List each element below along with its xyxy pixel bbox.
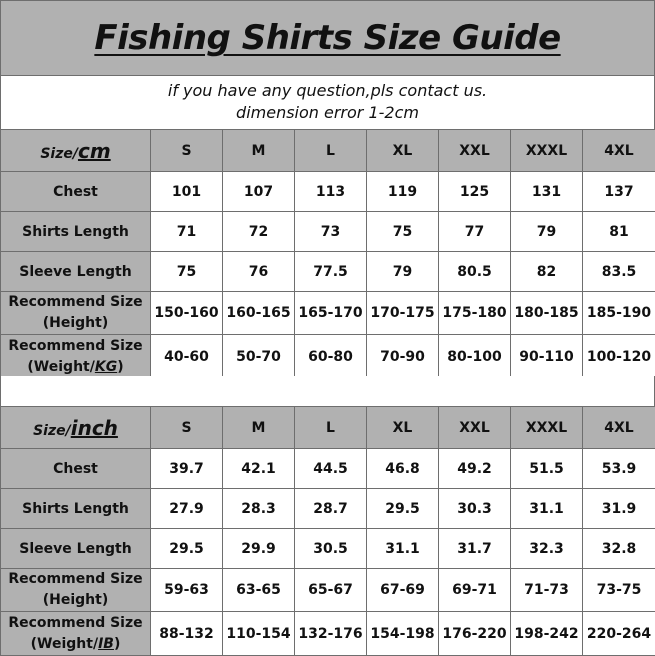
size-header: 4XL [583, 407, 655, 449]
inch-size-table [0, 406, 655, 656]
table-cell: 119 [367, 172, 439, 212]
row-label [1, 292, 151, 335]
table-cell: 51.5 [511, 449, 583, 489]
table-cell: 72 [223, 212, 295, 252]
table-cell: 176-220 [439, 612, 511, 656]
table-cell: 180-185 [511, 292, 583, 335]
table-cell: 32.3 [511, 529, 583, 569]
row-label-line2: (Height) [1, 313, 150, 334]
table-row [1, 612, 655, 656]
row-label [1, 335, 151, 379]
table-cell: 75 [367, 212, 439, 252]
table-cell: 80-100 [439, 335, 511, 379]
table-cell: 77.5 [295, 252, 367, 292]
table-cell: 76 [223, 252, 295, 292]
size-header: M [223, 407, 295, 449]
table-cell: 107 [223, 172, 295, 212]
table-cell: 90-110 [511, 335, 583, 379]
table-cell: 165-170 [295, 292, 367, 335]
table-cell: 27.9 [151, 489, 223, 529]
table-cell: 125 [439, 172, 511, 212]
weight-suffix: ) [117, 359, 123, 375]
size-header: L [295, 130, 367, 172]
row-label: Sleeve Length [1, 252, 151, 292]
table-cell: 150-160 [151, 292, 223, 335]
table-cell: 31.1 [511, 489, 583, 529]
table-cell: 31.1 [367, 529, 439, 569]
size-header: S [151, 407, 223, 449]
table-cell: 29.9 [223, 529, 295, 569]
table-cell: 79 [511, 212, 583, 252]
row-label [1, 612, 151, 656]
table-cell: 73-75 [583, 569, 655, 612]
size-header: XL [367, 130, 439, 172]
table-cell: 28.3 [223, 489, 295, 529]
table-cell: 29.5 [367, 489, 439, 529]
row-label: Sleeve Length [1, 529, 151, 569]
table-cell: 42.1 [223, 449, 295, 489]
table-header-row [1, 130, 655, 172]
cm-size-table [0, 129, 655, 379]
notes-banner [0, 75, 655, 129]
size-header: L [295, 407, 367, 449]
weight-prefix: (Weight/ [31, 636, 98, 652]
unit-prefix: Size/ [40, 146, 78, 162]
table-cell: 71 [151, 212, 223, 252]
row-label: Chest [1, 172, 151, 212]
table-cell: 110-154 [223, 612, 295, 656]
table-cell: 81 [583, 212, 655, 252]
table-row [1, 489, 655, 529]
table-row [1, 212, 655, 252]
row-label-line2: (Height) [1, 590, 150, 611]
table-cell: 67-69 [367, 569, 439, 612]
row-label [1, 569, 151, 612]
table-cell: 175-180 [439, 292, 511, 335]
unit-header-cell [1, 407, 151, 449]
contact-note: if you have any question,pls contact us. [168, 80, 487, 102]
table-cell: 132-176 [295, 612, 367, 656]
table-row [1, 569, 655, 612]
table-cell: 83.5 [583, 252, 655, 292]
table-row [1, 529, 655, 569]
table-cell: 75 [151, 252, 223, 292]
page-title: Fishing Shirts Size Guide [94, 18, 560, 58]
size-header: XXXL [511, 407, 583, 449]
table-cell: 31.9 [583, 489, 655, 529]
weight-unit: IB [98, 636, 114, 652]
size-header: XL [367, 407, 439, 449]
table-cell: 49.2 [439, 449, 511, 489]
table-cell: 82 [511, 252, 583, 292]
row-label-line1: Recommend Size [1, 569, 150, 590]
table-cell: 29.5 [151, 529, 223, 569]
table-cell: 65-67 [295, 569, 367, 612]
table-cell: 101 [151, 172, 223, 212]
table-cell: 60-80 [295, 335, 367, 379]
title-banner [0, 0, 655, 76]
row-label-line1: Recommend Size [1, 292, 150, 313]
table-separator [0, 376, 655, 406]
table-cell: 44.5 [295, 449, 367, 489]
table-cell: 69-71 [439, 569, 511, 612]
table-header-row [1, 407, 655, 449]
table-cell: 73 [295, 212, 367, 252]
table-cell: 131 [511, 172, 583, 212]
row-label-line1: Recommend Size [1, 336, 150, 357]
unit-label: inch [71, 416, 118, 440]
table-cell: 30.3 [439, 489, 511, 529]
row-label-line2 [1, 634, 150, 655]
table-cell: 71-73 [511, 569, 583, 612]
table-cell: 32.8 [583, 529, 655, 569]
table-cell: 88-132 [151, 612, 223, 656]
table-cell: 79 [367, 252, 439, 292]
weight-prefix: (Weight/ [27, 359, 94, 375]
table-cell: 113 [295, 172, 367, 212]
table-row [1, 335, 655, 379]
table-cell: 160-165 [223, 292, 295, 335]
table-cell: 50-70 [223, 335, 295, 379]
table-row [1, 172, 655, 212]
table-cell: 198-242 [511, 612, 583, 656]
table-cell: 28.7 [295, 489, 367, 529]
table-cell: 31.7 [439, 529, 511, 569]
table-cell: 100-120 [583, 335, 655, 379]
size-header: 4XL [583, 130, 655, 172]
unit-header-cell [1, 130, 151, 172]
table-cell: 80.5 [439, 252, 511, 292]
table-cell: 154-198 [367, 612, 439, 656]
table-cell: 77 [439, 212, 511, 252]
table-cell: 70-90 [367, 335, 439, 379]
table-cell: 40-60 [151, 335, 223, 379]
weight-unit: KG [95, 359, 117, 375]
table-cell: 137 [583, 172, 655, 212]
table-cell: 185-190 [583, 292, 655, 335]
table-row [1, 449, 655, 489]
table-cell: 39.7 [151, 449, 223, 489]
table-cell: 53.9 [583, 449, 655, 489]
unit-label: cm [78, 139, 111, 163]
table-cell: 63-65 [223, 569, 295, 612]
size-header: M [223, 130, 295, 172]
size-header: XXL [439, 407, 511, 449]
table-cell: 170-175 [367, 292, 439, 335]
size-header: XXL [439, 130, 511, 172]
table-row [1, 292, 655, 335]
table-cell: 220-264 [583, 612, 655, 656]
table-cell: 46.8 [367, 449, 439, 489]
size-header: XXXL [511, 130, 583, 172]
row-label-line2 [1, 357, 150, 378]
row-label: Chest [1, 449, 151, 489]
row-label: Shirts Length [1, 489, 151, 529]
table-cell: 59-63 [151, 569, 223, 612]
dimension-note: dimension error 1-2cm [236, 102, 419, 124]
unit-prefix: Size/ [33, 423, 71, 439]
row-label: Shirts Length [1, 212, 151, 252]
weight-suffix: ) [114, 636, 120, 652]
row-label-line1: Recommend Size [1, 613, 150, 634]
table-cell: 30.5 [295, 529, 367, 569]
table-row [1, 252, 655, 292]
size-header: S [151, 130, 223, 172]
